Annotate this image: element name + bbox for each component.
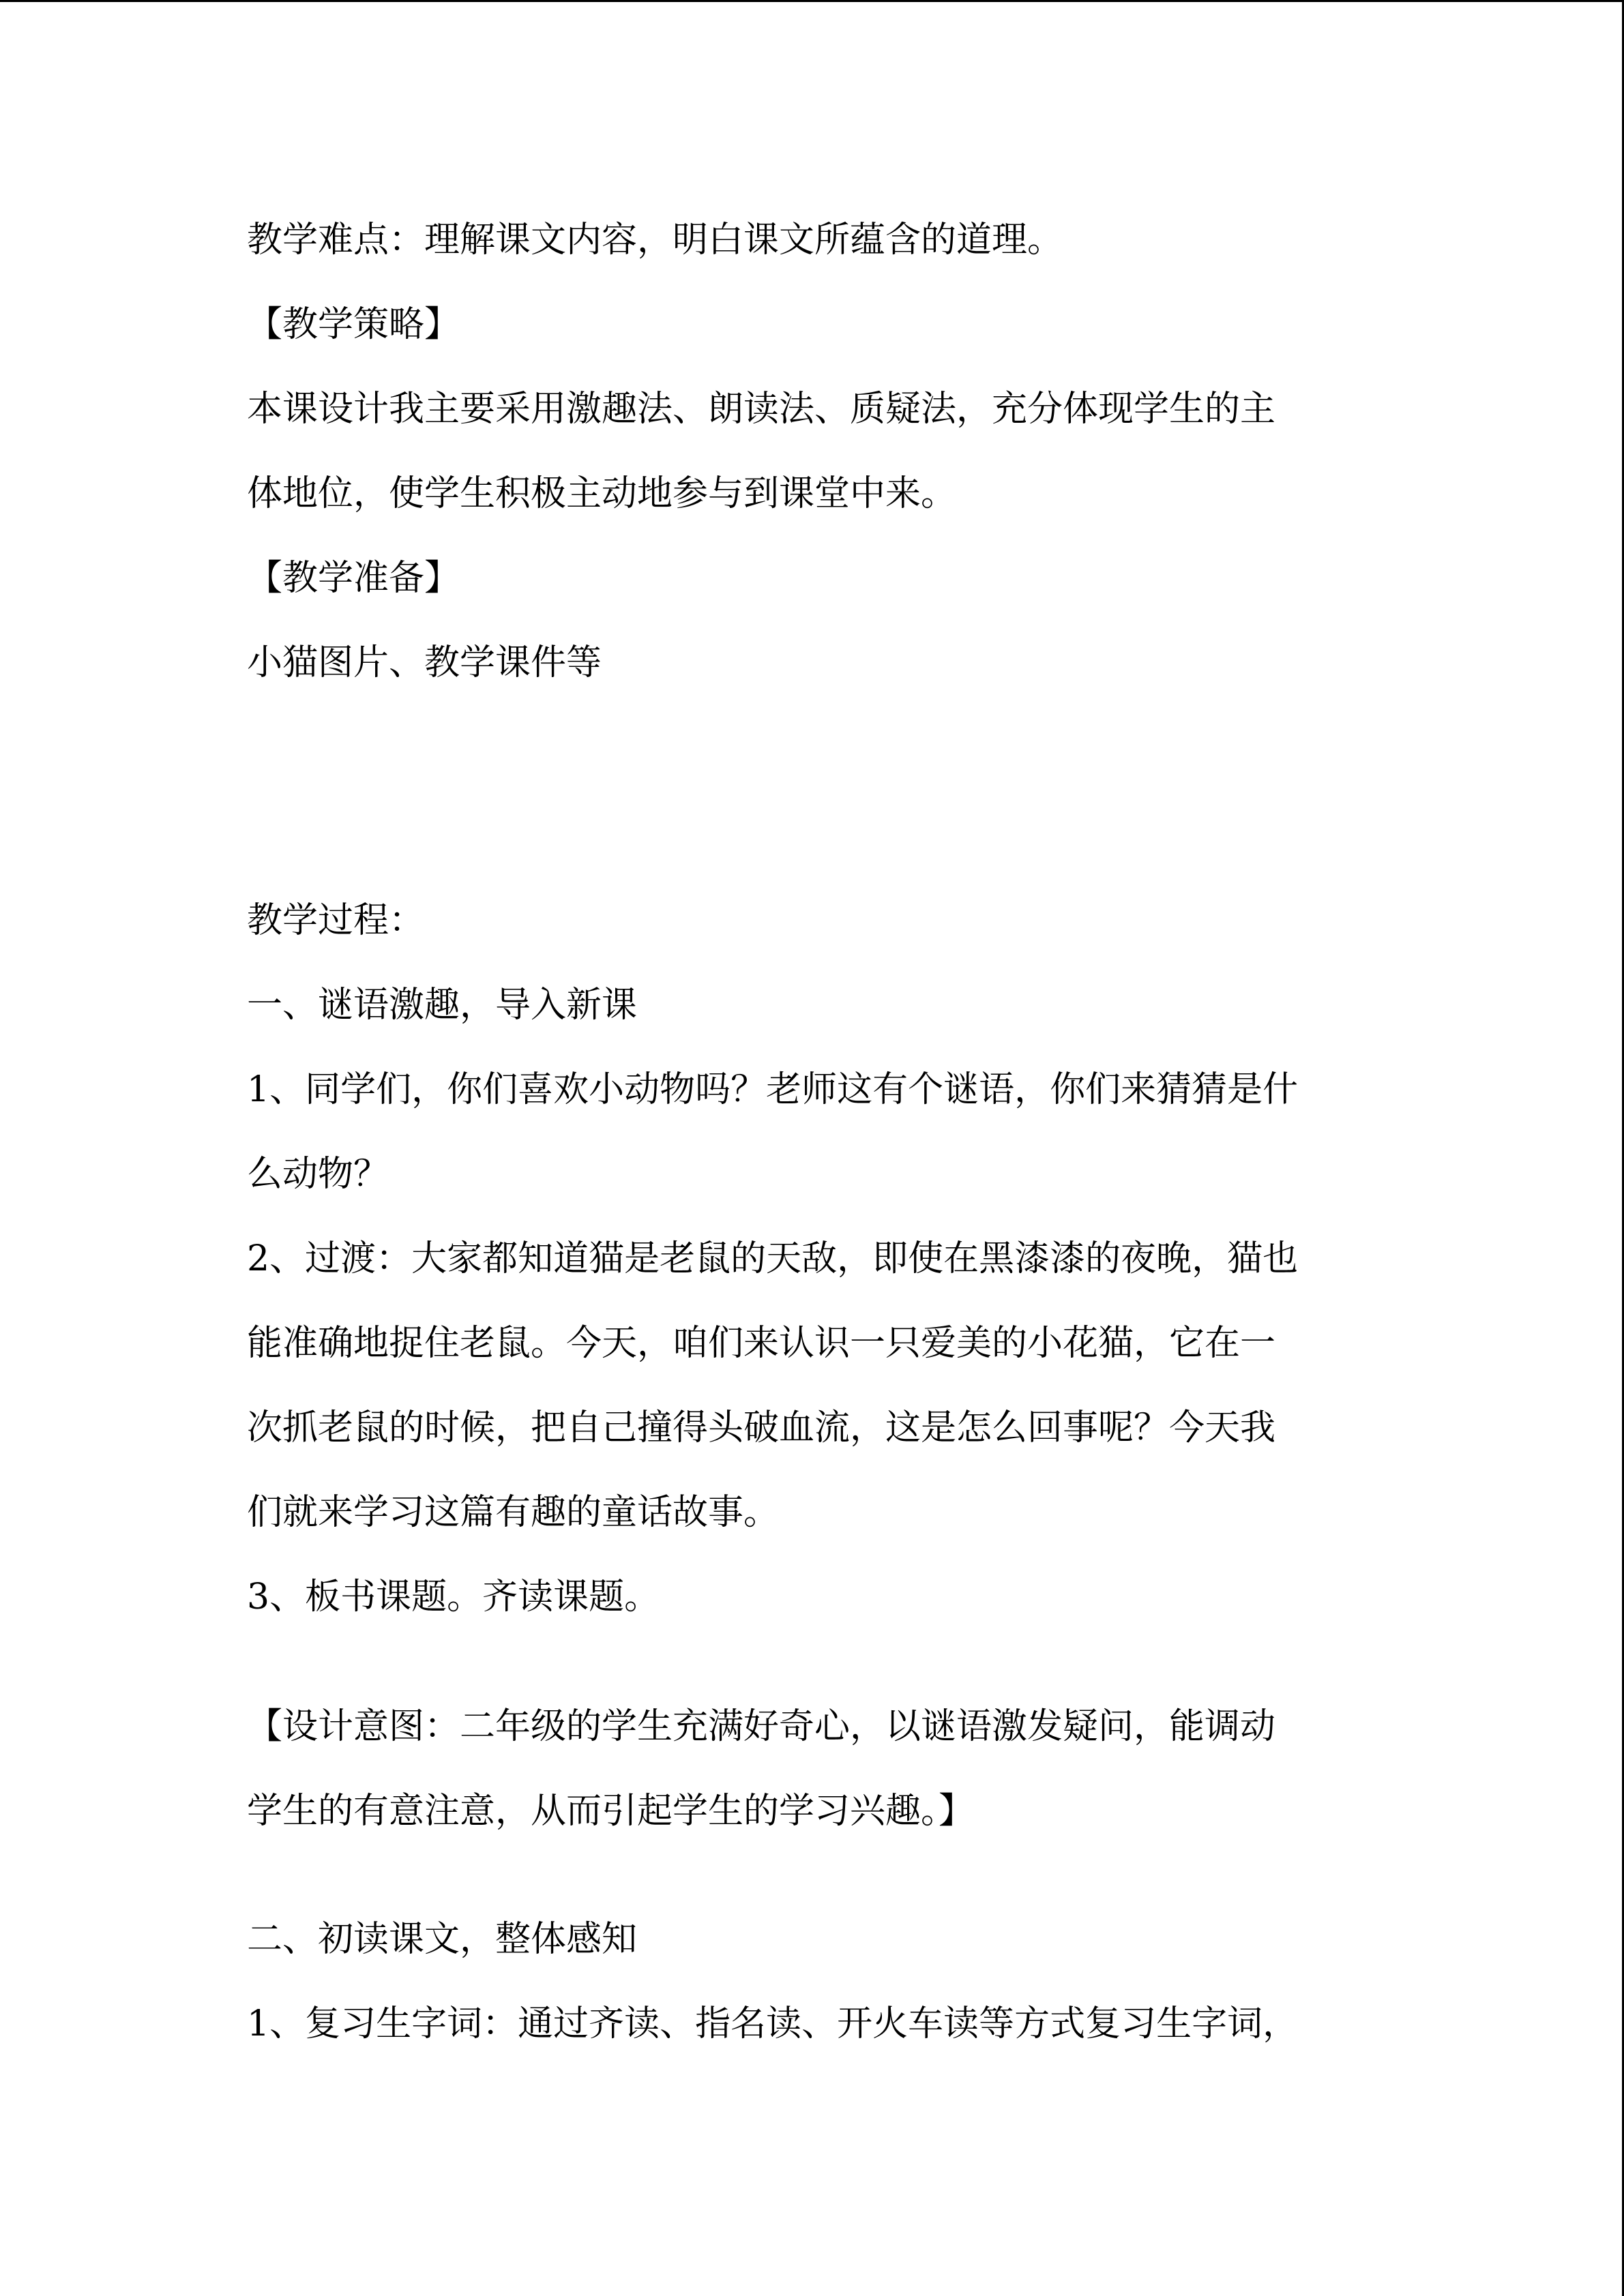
section-one-heading: 一、谜语激趣，导入新课 (247, 985, 638, 1026)
step-three-line: 3、板书课题。齐读课题。 (247, 1577, 660, 1617)
teaching-strategy-heading: 【教学策略】 (247, 304, 460, 345)
teaching-difficulty-line: 教学难点：理解课文内容，明白课文所蕴含的道理。 (247, 220, 1063, 260)
step-two-line-1: 2、过渡：大家都知道猫是老鼠的天敌，即使在黑漆漆的夜晚，猫也 (247, 1238, 1299, 1279)
design-intent-line-2: 学生的有意注意，从而引起学生的学习兴趣。】 (247, 1791, 975, 1832)
review-vocabulary-line: 1、复习生字词：通过齐读、指名读、开火车读等方式复习生字词， (247, 2003, 1299, 2044)
design-intent-line-1: 【设计意图：二年级的学生充满好奇心，以谜语激发疑问，能调动 (247, 1706, 1276, 1747)
page-border-top (0, 0, 1624, 2)
step-two-line-4: 们就来学习这篇有趣的童话故事。 (247, 1492, 780, 1533)
teaching-preparation-heading: 【教学准备】 (247, 558, 460, 599)
preparation-materials-line: 小猫图片、教学课件等 (247, 642, 602, 683)
strategy-paragraph-line-1: 本课设计我主要采用激趣法、朗读法、质疑法，充分体现学生的主 (247, 389, 1276, 430)
step-one-line-2: 么动物？ (247, 1154, 389, 1195)
teaching-process-heading: 教学过程： (247, 900, 425, 941)
step-one-line-1: 1、同学们，你们喜欢小动物吗？老师这有个谜语，你们来猜猜是什 (247, 1069, 1299, 1110)
section-two-heading: 二、初读课文，整体感知 (247, 1919, 638, 1960)
step-two-line-3: 次抓老鼠的时候，把自己撞得头破血流，这是怎么回事呢？今天我 (247, 1407, 1276, 1448)
step-two-line-2: 能准确地捉住老鼠。今天，咱们来认识一只爱美的小花猫，它在一 (247, 1323, 1276, 1364)
strategy-paragraph-line-2: 体地位，使学生积极主动地参与到课堂中来。 (247, 473, 957, 514)
